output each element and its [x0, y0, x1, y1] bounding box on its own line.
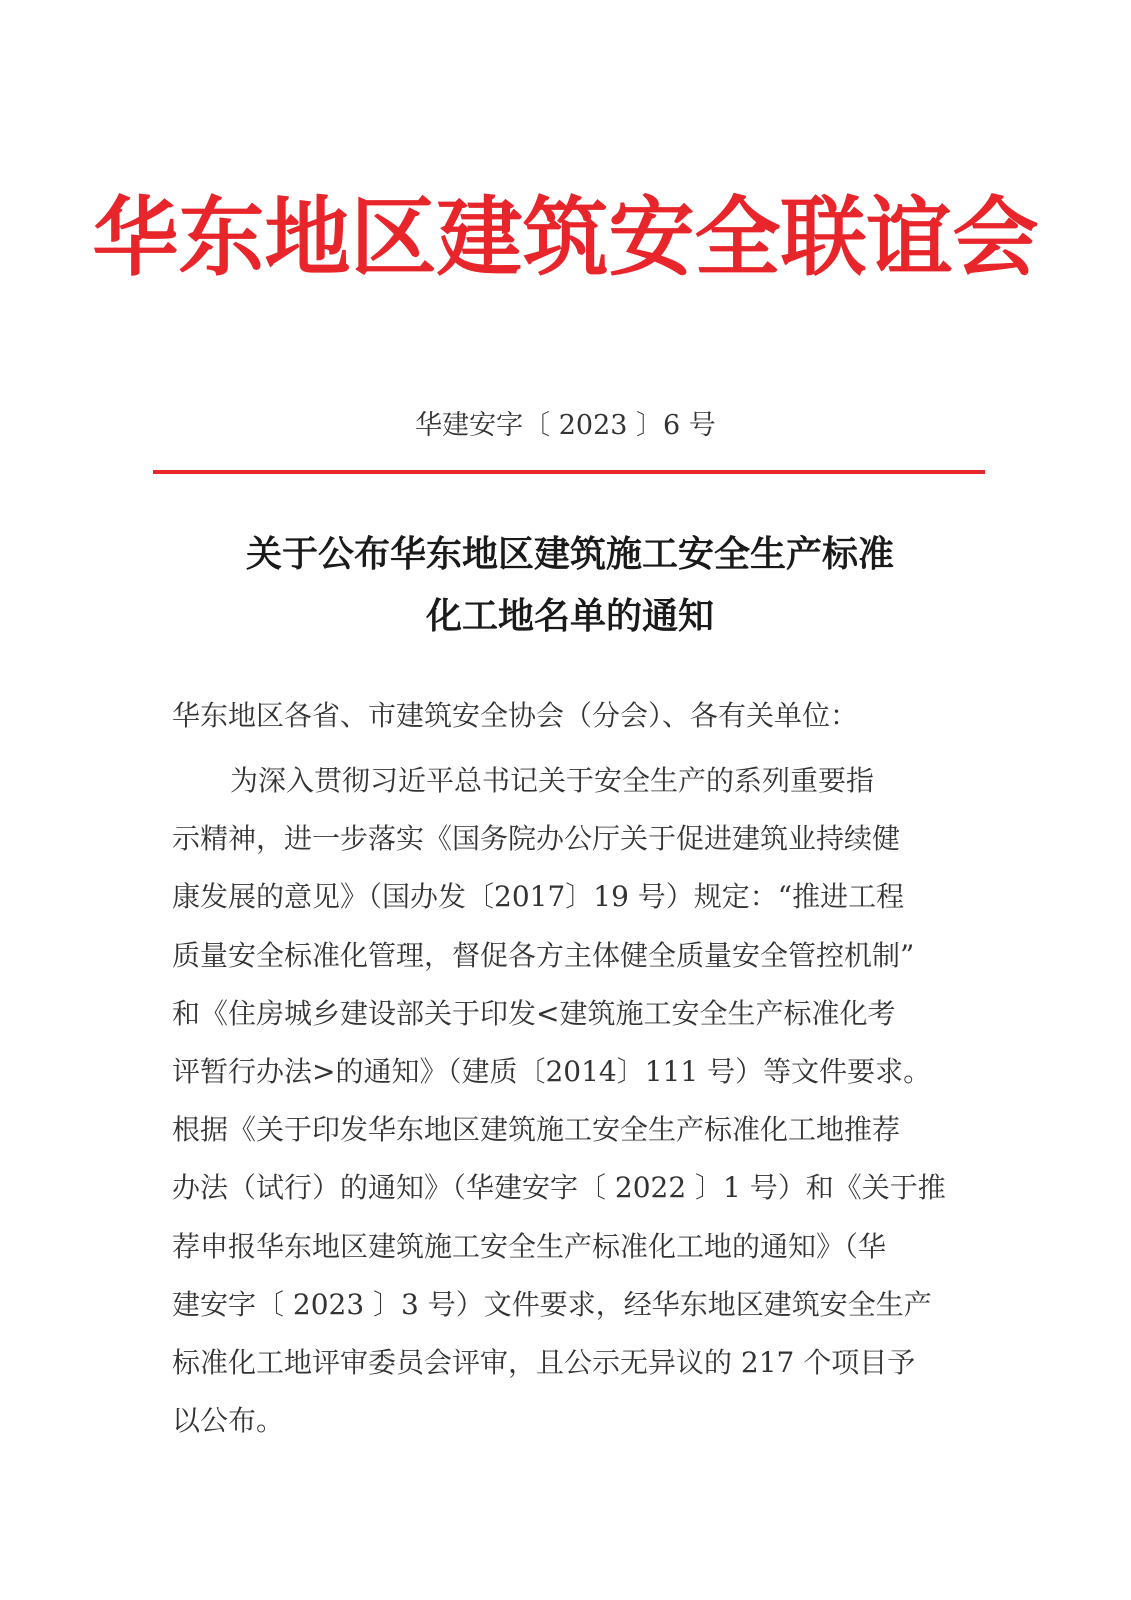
body-line: 以公布。: [172, 1404, 285, 1438]
body-line: 评暂行办法>的通知》（建质〔2014〕111 号）等文件要求。: [172, 1055, 932, 1089]
salutation: 华东地区各省、市建筑安全协会（分会）、各有关单位：: [172, 699, 859, 732]
notice-title: [150, 524, 990, 648]
body-line: 办法（试行）的通知》（华建安字〔 2022 〕1 号）和《关于推: [172, 1171, 946, 1205]
body-line: 标准化工地评审委员会评审，且公示无异议的 217 个项目予: [172, 1346, 916, 1380]
body-line: 建安字〔 2023 〕3 号）文件要求，经华东地区建筑安全生产: [172, 1287, 932, 1321]
body-line: 为深入贯彻习近平总书记关于安全生产的系列重要指: [230, 764, 875, 797]
body-line: 荐申报华东地区建筑施工安全生产标准化工地的通知》（华: [172, 1229, 887, 1263]
body-line: 根据《关于印发华东地区建筑施工安全生产标准化工地推荐: [172, 1113, 901, 1147]
body-line: 和《住房城乡建设部关于印发<建筑施工安全生产标准化考: [172, 996, 896, 1030]
notice-title-line-1: 关于公布华东地区建筑施工安全生产标准: [245, 534, 894, 575]
notice-title-line-2: 化工地名单的通知: [425, 596, 714, 637]
red-divider-line: [153, 470, 985, 474]
body-line: 示精神，进一步落实《国务院办公厅关于促进建筑业持续健: [172, 822, 901, 856]
body-line: 康发展的意见》（国办发〔2017〕19 号）规定：“推进工程: [172, 880, 905, 914]
body-line: 质量安全标准化管理，督促各方主体健全质量安全管控机制”: [172, 938, 915, 972]
organization-header: 华东地区建筑安全联谊会: [92, 188, 1039, 288]
notice-body: [172, 752, 972, 1450]
document-number: 华建安字〔 2023 〕6 号: [415, 410, 716, 441]
